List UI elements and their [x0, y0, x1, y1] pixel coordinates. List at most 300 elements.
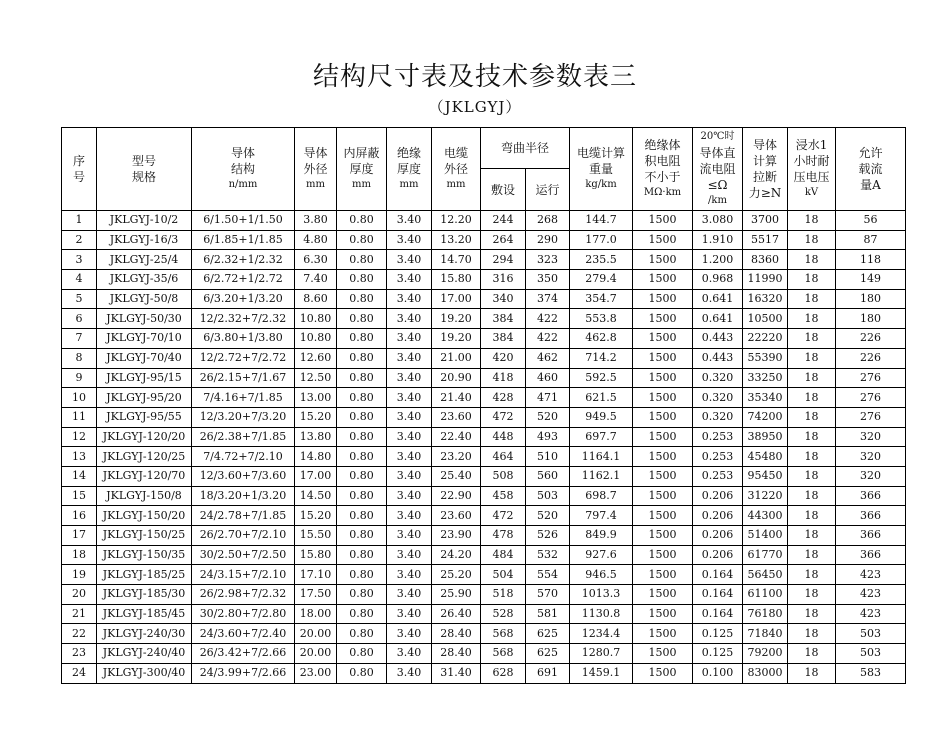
- cell-bend-running: 350: [526, 270, 570, 290]
- cell-bend-running: 570: [526, 585, 570, 605]
- cell-conductor-od: 8.60: [295, 289, 337, 309]
- cell-tensile-strength: 11990: [743, 270, 788, 290]
- cell-current-capacity: 423: [836, 604, 906, 624]
- cell-bend-running: 290: [526, 230, 570, 250]
- cell-insulation-resistance: 1500: [633, 211, 693, 231]
- cell-bend-running: 625: [526, 644, 570, 664]
- cell-current-capacity: 180: [836, 309, 906, 329]
- cell-bend-laying: 340: [481, 289, 526, 309]
- cell-shield-thickness: 0.80: [337, 368, 387, 388]
- cell-structure: 7/4.72+7/2.10: [192, 447, 295, 467]
- cell-bend-laying: 464: [481, 447, 526, 467]
- cell-conductor-od: 4.80: [295, 230, 337, 250]
- cell-model: JKLGYJ-16/3: [97, 230, 192, 250]
- cell-insulation-resistance: 1500: [633, 545, 693, 565]
- cell-bend-laying: 264: [481, 230, 526, 250]
- cell-dc-resistance: 0.320: [693, 407, 743, 427]
- cell-bend-laying: 294: [481, 250, 526, 270]
- cell-structure: 26/2.70+7/2.10: [192, 526, 295, 546]
- table-row: [62, 545, 906, 565]
- cell-shield-thickness: 0.80: [337, 211, 387, 231]
- cell-current-capacity: 320: [836, 447, 906, 467]
- cell-insulation-thickness: 3.40: [387, 270, 432, 290]
- cell-insulation-resistance: 1500: [633, 506, 693, 526]
- cell-bend-laying: 418: [481, 368, 526, 388]
- cell-shield-thickness: 0.80: [337, 289, 387, 309]
- cell-insulation-thickness: 3.40: [387, 230, 432, 250]
- cell-insulation-resistance: 1500: [633, 329, 693, 349]
- cell-voltage-test: 18: [788, 624, 836, 644]
- cell-voltage-test: 18: [788, 604, 836, 624]
- cell-shield-thickness: 0.80: [337, 545, 387, 565]
- cell-shield-thickness: 0.80: [337, 624, 387, 644]
- cell-conductor-od: 15.20: [295, 407, 337, 427]
- cell-conductor-od: 23.00: [295, 663, 337, 683]
- cell-insulation-resistance: 1500: [633, 565, 693, 585]
- cell-conductor-od: 6.30: [295, 250, 337, 270]
- cell-model: JKLGYJ-150/35: [97, 545, 192, 565]
- cell-conductor-od: 12.50: [295, 368, 337, 388]
- cell-structure: 6/1.50+1/1.50: [192, 211, 295, 231]
- cell-current-capacity: 366: [836, 526, 906, 546]
- cell-insulation-thickness: 3.40: [387, 585, 432, 605]
- cell-model: JKLGYJ-120/20: [97, 427, 192, 447]
- cell-insulation-resistance: 1500: [633, 270, 693, 290]
- cell-weight: 1459.1: [570, 663, 633, 683]
- cell-cable-od: 28.40: [432, 624, 481, 644]
- cell-bend-laying: 384: [481, 329, 526, 349]
- cell-shield-thickness: 0.80: [337, 644, 387, 664]
- cell-current-capacity: 276: [836, 368, 906, 388]
- table-row: [62, 526, 906, 546]
- cell-bend-running: 532: [526, 545, 570, 565]
- cell-insulation-resistance: 1500: [633, 309, 693, 329]
- cell-no: 22: [62, 624, 97, 644]
- cell-model: JKLGYJ-185/30: [97, 585, 192, 605]
- cell-cable-od: 15.80: [432, 270, 481, 290]
- cell-current-capacity: 226: [836, 348, 906, 368]
- cell-dc-resistance: 0.253: [693, 466, 743, 486]
- cell-tensile-strength: 95450: [743, 466, 788, 486]
- table-row: [62, 388, 906, 408]
- cell-structure: 18/3.20+1/3.20: [192, 486, 295, 506]
- cell-weight: 946.5: [570, 565, 633, 585]
- cell-conductor-od: 7.40: [295, 270, 337, 290]
- cell-weight: 354.7: [570, 289, 633, 309]
- cell-model: JKLGYJ-70/40: [97, 348, 192, 368]
- cell-bend-running: 510: [526, 447, 570, 467]
- table-header: [62, 128, 906, 211]
- cell-bend-laying: 484: [481, 545, 526, 565]
- cell-dc-resistance: 0.206: [693, 526, 743, 546]
- cell-voltage-test: 18: [788, 348, 836, 368]
- cell-model: JKLGYJ-240/40: [97, 644, 192, 664]
- cell-voltage-test: 18: [788, 466, 836, 486]
- cell-structure: 7/4.16+7/1.85: [192, 388, 295, 408]
- cell-bend-laying: 316: [481, 270, 526, 290]
- cell-bend-laying: 478: [481, 526, 526, 546]
- cell-structure: 6/1.85+1/1.85: [192, 230, 295, 250]
- cell-shield-thickness: 0.80: [337, 270, 387, 290]
- table-row: [62, 230, 906, 250]
- cell-current-capacity: 56: [836, 211, 906, 231]
- cell-weight: 592.5: [570, 368, 633, 388]
- cell-weight: 714.2: [570, 348, 633, 368]
- cell-insulation-resistance: 1500: [633, 368, 693, 388]
- cell-bend-laying: 448: [481, 427, 526, 447]
- cell-conductor-od: 20.00: [295, 624, 337, 644]
- cell-no: 5: [62, 289, 97, 309]
- cell-bend-running: 554: [526, 565, 570, 585]
- cell-conductor-od: 14.50: [295, 486, 337, 506]
- cell-insulation-resistance: 1500: [633, 348, 693, 368]
- cell-cable-od: 17.00: [432, 289, 481, 309]
- cell-weight: 1280.7: [570, 644, 633, 664]
- cell-cable-od: 12.20: [432, 211, 481, 231]
- header-row-1: [62, 128, 906, 169]
- cell-conductor-od: 3.80: [295, 211, 337, 231]
- cell-model: JKLGYJ-95/55: [97, 407, 192, 427]
- cell-tensile-strength: 31220: [743, 486, 788, 506]
- cell-weight: 1130.8: [570, 604, 633, 624]
- cell-tensile-strength: 79200: [743, 644, 788, 664]
- cell-dc-resistance: 0.968: [693, 270, 743, 290]
- cell-dc-resistance: 0.125: [693, 624, 743, 644]
- cell-current-capacity: 423: [836, 565, 906, 585]
- cell-insulation-thickness: 3.40: [387, 211, 432, 231]
- cell-insulation-resistance: 1500: [633, 585, 693, 605]
- cell-dc-resistance: 0.206: [693, 545, 743, 565]
- cell-dc-resistance: 0.253: [693, 427, 743, 447]
- cell-conductor-od: 14.80: [295, 447, 337, 467]
- cell-no: 2: [62, 230, 97, 250]
- cell-shield-thickness: 0.80: [337, 565, 387, 585]
- table-row: [62, 348, 906, 368]
- cell-cable-od: 22.90: [432, 486, 481, 506]
- cell-current-capacity: 87: [836, 230, 906, 250]
- cell-bend-laying: 472: [481, 407, 526, 427]
- cell-no: 4: [62, 270, 97, 290]
- cell-structure: 26/2.98+7/2.32: [192, 585, 295, 605]
- cell-weight: 177.0: [570, 230, 633, 250]
- cell-dc-resistance: 0.100: [693, 663, 743, 683]
- cell-conductor-od: 10.80: [295, 309, 337, 329]
- cell-model: JKLGYJ-120/70: [97, 466, 192, 486]
- cell-structure: 30/2.80+7/2.80: [192, 604, 295, 624]
- cell-dc-resistance: 0.641: [693, 289, 743, 309]
- table-row: [62, 565, 906, 585]
- cell-bend-laying: 428: [481, 388, 526, 408]
- cell-voltage-test: 18: [788, 289, 836, 309]
- cell-insulation-resistance: 1500: [633, 427, 693, 447]
- table-row: [62, 585, 906, 605]
- table-row: [62, 604, 906, 624]
- page-title: 结构尺寸表及技术参数表三: [312, 62, 637, 92]
- cell-structure: 24/3.15+7/2.10: [192, 565, 295, 585]
- cell-shield-thickness: 0.80: [337, 526, 387, 546]
- cell-weight: 1162.1: [570, 466, 633, 486]
- cell-insulation-thickness: 3.40: [387, 466, 432, 486]
- cell-cable-od: 21.00: [432, 348, 481, 368]
- cell-voltage-test: 18: [788, 565, 836, 585]
- cell-shield-thickness: 0.80: [337, 506, 387, 526]
- cell-model: JKLGYJ-50/8: [97, 289, 192, 309]
- cell-dc-resistance: 0.641: [693, 309, 743, 329]
- cell-bend-running: 520: [526, 407, 570, 427]
- cell-shield-thickness: 0.80: [337, 585, 387, 605]
- cell-insulation-thickness: 3.40: [387, 506, 432, 526]
- cell-bend-laying: 528: [481, 604, 526, 624]
- cell-voltage-test: 18: [788, 309, 836, 329]
- cell-no: 8: [62, 348, 97, 368]
- cell-shield-thickness: 0.80: [337, 447, 387, 467]
- cell-weight: 797.4: [570, 506, 633, 526]
- cell-cable-od: 21.40: [432, 388, 481, 408]
- cell-tensile-strength: 51400: [743, 526, 788, 546]
- cell-no: 24: [62, 663, 97, 683]
- cell-conductor-od: 18.00: [295, 604, 337, 624]
- cell-structure: 12/3.60+7/3.60: [192, 466, 295, 486]
- cell-voltage-test: 18: [788, 585, 836, 605]
- cell-no: 16: [62, 506, 97, 526]
- cell-model: JKLGYJ-120/25: [97, 447, 192, 467]
- cell-shield-thickness: 0.80: [337, 388, 387, 408]
- cell-bend-laying: 628: [481, 663, 526, 683]
- cell-dc-resistance: 0.206: [693, 486, 743, 506]
- cell-insulation-thickness: 3.40: [387, 427, 432, 447]
- cell-bend-laying: 472: [481, 506, 526, 526]
- cell-insulation-resistance: 1500: [633, 407, 693, 427]
- cell-weight: 849.9: [570, 526, 633, 546]
- cell-bend-running: 471: [526, 388, 570, 408]
- cell-weight: 621.5: [570, 388, 633, 408]
- cell-dc-resistance: 0.164: [693, 604, 743, 624]
- cell-cable-od: 23.60: [432, 506, 481, 526]
- cell-no: 21: [62, 604, 97, 624]
- cell-insulation-thickness: 3.40: [387, 329, 432, 349]
- cell-voltage-test: 18: [788, 211, 836, 231]
- cell-cable-od: 25.40: [432, 466, 481, 486]
- cell-structure: 30/2.50+7/2.50: [192, 545, 295, 565]
- cell-insulation-resistance: 1500: [633, 466, 693, 486]
- cell-insulation-thickness: 3.40: [387, 250, 432, 270]
- header-tensile-strength: 导体 计算 拉断 力≥N: [743, 128, 788, 211]
- cell-insulation-thickness: 3.40: [387, 447, 432, 467]
- cell-insulation-resistance: 1500: [633, 230, 693, 250]
- cell-voltage-test: 18: [788, 368, 836, 388]
- cell-structure: 24/3.60+7/2.40: [192, 624, 295, 644]
- cell-weight: 927.6: [570, 545, 633, 565]
- header-weight: 电缆计算 重量 kg/km: [570, 128, 633, 211]
- cell-no: 9: [62, 368, 97, 388]
- cell-insulation-resistance: 1500: [633, 604, 693, 624]
- cell-tensile-strength: 71840: [743, 624, 788, 644]
- cell-cable-od: 26.40: [432, 604, 481, 624]
- cell-bend-running: 503: [526, 486, 570, 506]
- cell-cable-od: 23.60: [432, 407, 481, 427]
- cell-insulation-resistance: 1500: [633, 624, 693, 644]
- cell-dc-resistance: 0.443: [693, 329, 743, 349]
- cell-shield-thickness: 0.80: [337, 427, 387, 447]
- cell-current-capacity: 226: [836, 329, 906, 349]
- cell-structure: 12/2.32+7/2.32: [192, 309, 295, 329]
- cell-no: 20: [62, 585, 97, 605]
- cell-tensile-strength: 44300: [743, 506, 788, 526]
- cell-tensile-strength: 83000: [743, 663, 788, 683]
- cell-tensile-strength: 35340: [743, 388, 788, 408]
- cell-cable-od: 31.40: [432, 663, 481, 683]
- cell-model: JKLGYJ-25/4: [97, 250, 192, 270]
- table-row: [62, 644, 906, 664]
- table-row: [62, 407, 906, 427]
- cell-voltage-test: 18: [788, 644, 836, 664]
- cell-tensile-strength: 5517: [743, 230, 788, 250]
- cell-structure: 6/3.20+1/3.20: [192, 289, 295, 309]
- cell-bend-laying: 244: [481, 211, 526, 231]
- cell-insulation-resistance: 1500: [633, 486, 693, 506]
- table-row: [62, 211, 906, 231]
- cell-bend-running: 691: [526, 663, 570, 683]
- cell-voltage-test: 18: [788, 526, 836, 546]
- cell-cable-od: 19.20: [432, 329, 481, 349]
- header-insulation-resistance: 绝缘体 积电阻 不小于 MΩ·km: [633, 128, 693, 211]
- cell-shield-thickness: 0.80: [337, 250, 387, 270]
- header-bend-laying: 敷设: [481, 169, 526, 211]
- cell-tensile-strength: 16320: [743, 289, 788, 309]
- cell-shield-thickness: 0.80: [337, 466, 387, 486]
- cell-dc-resistance: 1.200: [693, 250, 743, 270]
- cell-bend-laying: 384: [481, 309, 526, 329]
- cell-voltage-test: 18: [788, 388, 836, 408]
- cell-conductor-od: 15.80: [295, 545, 337, 565]
- cell-current-capacity: 320: [836, 466, 906, 486]
- cell-conductor-od: 13.80: [295, 427, 337, 447]
- cell-no: 10: [62, 388, 97, 408]
- cell-no: 18: [62, 545, 97, 565]
- cell-insulation-thickness: 3.40: [387, 663, 432, 683]
- cell-weight: 1234.4: [570, 624, 633, 644]
- cell-voltage-test: 18: [788, 663, 836, 683]
- cell-insulation-thickness: 3.40: [387, 486, 432, 506]
- cell-weight: 144.7: [570, 211, 633, 231]
- cell-cable-od: 14.70: [432, 250, 481, 270]
- cell-tensile-strength: 3700: [743, 211, 788, 231]
- cell-dc-resistance: 0.125: [693, 644, 743, 664]
- cell-current-capacity: 276: [836, 388, 906, 408]
- cell-shield-thickness: 0.80: [337, 309, 387, 329]
- cell-dc-resistance: 0.206: [693, 506, 743, 526]
- cell-bend-running: 526: [526, 526, 570, 546]
- cell-shield-thickness: 0.80: [337, 329, 387, 349]
- cell-bend-running: 374: [526, 289, 570, 309]
- cell-bend-running: 520: [526, 506, 570, 526]
- cell-current-capacity: 503: [836, 624, 906, 644]
- cell-insulation-thickness: 3.40: [387, 644, 432, 664]
- cell-weight: 462.8: [570, 329, 633, 349]
- cell-tensile-strength: 22220: [743, 329, 788, 349]
- cell-shield-thickness: 0.80: [337, 348, 387, 368]
- cell-model: JKLGYJ-240/30: [97, 624, 192, 644]
- cell-shield-thickness: 0.80: [337, 486, 387, 506]
- cell-voltage-test: 18: [788, 270, 836, 290]
- cell-model: JKLGYJ-95/20: [97, 388, 192, 408]
- cell-no: 1: [62, 211, 97, 231]
- cell-current-capacity: 503: [836, 644, 906, 664]
- page-subtitle: （JKLGYJ）: [428, 98, 522, 116]
- cell-current-capacity: 366: [836, 545, 906, 565]
- header-bend-radius: 弯曲半径: [481, 128, 570, 169]
- cell-weight: 697.7: [570, 427, 633, 447]
- cell-tensile-strength: 55390: [743, 348, 788, 368]
- cell-bend-laying: 568: [481, 644, 526, 664]
- cell-cable-od: 23.20: [432, 447, 481, 467]
- cell-current-capacity: 180: [836, 289, 906, 309]
- cell-tensile-strength: 61770: [743, 545, 788, 565]
- cell-tensile-strength: 56450: [743, 565, 788, 585]
- cell-structure: 24/2.78+7/1.85: [192, 506, 295, 526]
- cell-dc-resistance: 0.320: [693, 388, 743, 408]
- cell-model: JKLGYJ-150/8: [97, 486, 192, 506]
- cell-current-capacity: 149: [836, 270, 906, 290]
- cell-insulation-resistance: 1500: [633, 250, 693, 270]
- cell-tensile-strength: 33250: [743, 368, 788, 388]
- cell-insulation-thickness: 3.40: [387, 565, 432, 585]
- cell-cable-od: 20.90: [432, 368, 481, 388]
- cell-bend-running: 323: [526, 250, 570, 270]
- cell-bend-running: 268: [526, 211, 570, 231]
- table-row: [62, 329, 906, 349]
- header-no: 序 号: [62, 128, 97, 211]
- cell-voltage-test: 18: [788, 486, 836, 506]
- cell-tensile-strength: 10500: [743, 309, 788, 329]
- cell-structure: 26/2.38+7/1.85: [192, 427, 295, 447]
- cell-no: 11: [62, 407, 97, 427]
- cell-bend-laying: 458: [481, 486, 526, 506]
- cell-structure: 24/3.99+7/2.66: [192, 663, 295, 683]
- cell-insulation-thickness: 3.40: [387, 604, 432, 624]
- cell-dc-resistance: 0.164: [693, 565, 743, 585]
- cell-dc-resistance: 0.164: [693, 585, 743, 605]
- cell-model: JKLGYJ-150/25: [97, 526, 192, 546]
- cell-model: JKLGYJ-185/45: [97, 604, 192, 624]
- cell-structure: 26/3.42+7/2.66: [192, 644, 295, 664]
- cell-cable-od: 25.90: [432, 585, 481, 605]
- cell-dc-resistance: 3.080: [693, 211, 743, 231]
- table-row: [62, 309, 906, 329]
- cell-no: 23: [62, 644, 97, 664]
- cell-insulation-resistance: 1500: [633, 388, 693, 408]
- table-row: [62, 270, 906, 290]
- cell-model: JKLGYJ-150/20: [97, 506, 192, 526]
- cell-cable-od: 13.20: [432, 230, 481, 250]
- header-shield-thickness: 内屏蔽 厚度 mm: [337, 128, 387, 211]
- table-row: [62, 250, 906, 270]
- cell-weight: 1013.3: [570, 585, 633, 605]
- cell-shield-thickness: 0.80: [337, 230, 387, 250]
- cell-structure: 6/2.32+1/2.32: [192, 250, 295, 270]
- cell-conductor-od: 13.00: [295, 388, 337, 408]
- table-row: [62, 466, 906, 486]
- table-row: [62, 289, 906, 309]
- cell-shield-thickness: 0.80: [337, 604, 387, 624]
- cell-cable-od: 22.40: [432, 427, 481, 447]
- cell-bend-running: 625: [526, 624, 570, 644]
- cell-voltage-test: 18: [788, 230, 836, 250]
- spec-table: [61, 127, 906, 684]
- cell-insulation-resistance: 1500: [633, 644, 693, 664]
- cell-weight: 698.7: [570, 486, 633, 506]
- table-row: [62, 447, 906, 467]
